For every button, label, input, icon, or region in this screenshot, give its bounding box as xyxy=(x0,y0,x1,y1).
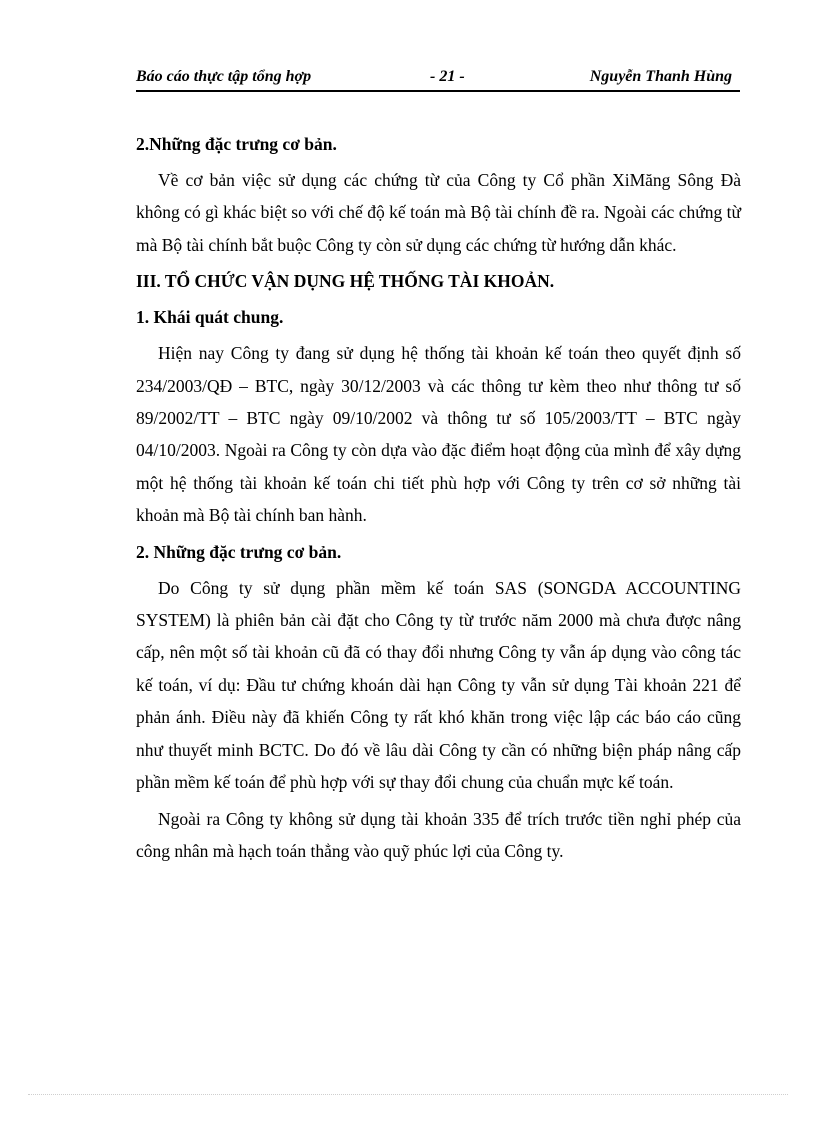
paragraph: Hiện nay Công ty đang sử dụng hệ thống tài khoản kế toán theo quyết định số 234/2003/QĐ – BTC, ngày 30/12/2003 và các thông tư kèm theo như thông tư số 89/2002/TT – BTC ngày 09/10/2002 và thông tư số 105/2003/TT – BTC ngày 04/10/2003. Ngoài ra Công ty còn dựa vào đặc điểm hoạt động của mình để xây dựng một hệ thống tài khoản kế toán chi tiết phù hợp với Công ty trên cơ sở những tài khoản mà Bộ tài chính ban hành. xyxy=(136,343,741,526)
paragraph: Ngoài ra Công ty không sử dụng tài khoản 335 để trích trước tiền nghỉ phép của công nhân mà hạch toán thẳng vào quỹ phúc lợi của Công ty. xyxy=(136,808,741,861)
document-body xyxy=(136,128,741,867)
page-number: - 21 - xyxy=(430,68,465,85)
paragraph: Về cơ bản việc sử dụng các chứng từ của Công ty Cổ phần XiMăng Sông Đà không có gì khác biệt so với chế độ kế toán mà Bộ tài chính đề ra. Ngoài các chứng từ mà Bộ tài chính bắt buộc Công ty còn sử dụng các chứng từ hướng dẫn khác. xyxy=(136,170,741,255)
section-heading: 2.Những đặc trưng cơ bản. xyxy=(136,134,337,154)
section-heading: 2. Những đặc trưng cơ bản. xyxy=(136,541,342,562)
paragraph: Do Công ty sử dụng phần mềm kế toán SAS (SONGDA ACCOUNTING SYSTEM) là phiên bản cài đặt cho Công ty từ trước năm 2000 mà chưa được nâng cấp, nên một số tài khoản cũ đã có thay đổi nhưng Công ty vẫn áp dụng vào công tác kế toán, ví dụ: Đầu tư chứng khoán dài hạn Công ty vẫn sử dụng Tài khoản 221 để phản ánh. Điều này đã khiến Công ty rất khó khăn trong việc lập các báo cáo cũng như thuyết minh BCTC. Do đó về lâu dài Công ty cần có những biện pháp nâng cấp phần mềm kế toán để phù hợp với sự thay đổi chung của chuẩn mực kế toán. xyxy=(136,577,741,793)
footer-divider xyxy=(28,1094,788,1095)
section-heading: 1. Khái quát chung. xyxy=(136,307,284,328)
page-header xyxy=(136,66,740,92)
chapter-heading: III. TỔ CHỨC VẬN DỤNG HỆ THỐNG TÀI KHOẢN. xyxy=(136,271,555,292)
header-author: Nguyễn Thanh Hùng xyxy=(589,68,732,85)
header-report-title: Báo cáo thực tập tổng hợp xyxy=(136,68,312,85)
